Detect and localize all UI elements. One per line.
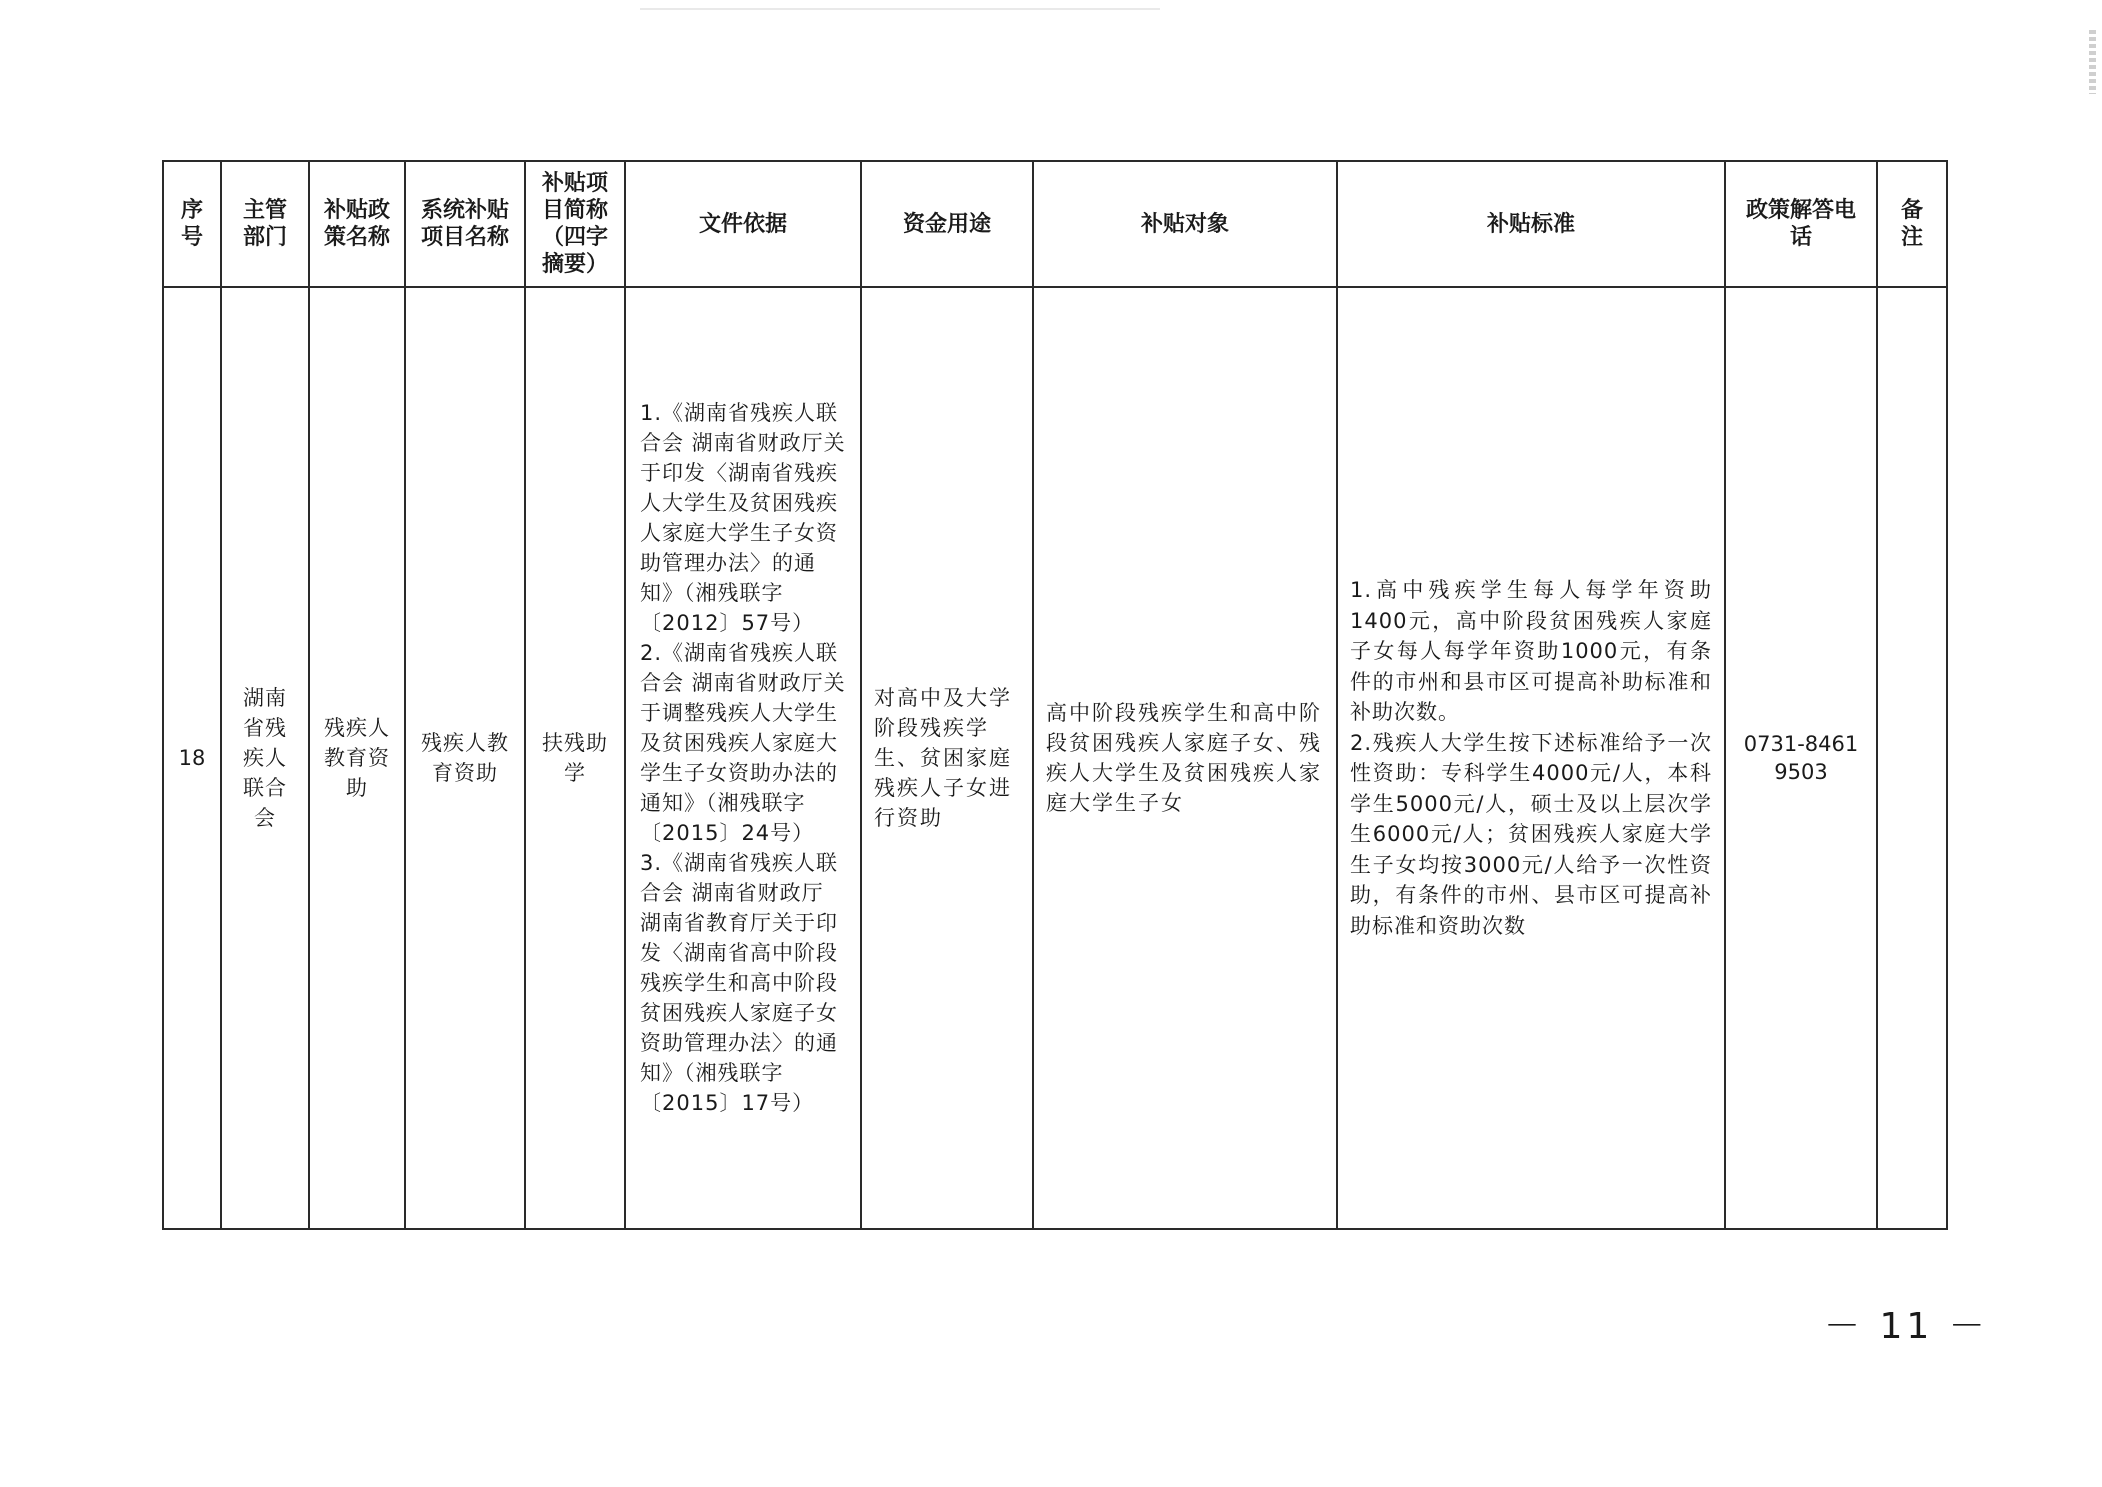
header-usage: 资金用途 [861,161,1033,287]
header-short-name: 补贴项目简称（四字摘要） [525,161,625,287]
standard-item-1: 1.高中残疾学生每人每学年资助1400元，高中阶段贫困残疾人家庭子女每人每学年资助1000元，有条件的市州和县市区可提高补助标准和补助次数。 [1350,578,1712,724]
row-basis [625,287,861,1229]
page-number: － 11 － [1824,1306,1989,1347]
row-policy-name: 残疾人教育资助 [309,287,405,1229]
row-dept: 湖南省残疾人联合会 [221,287,309,1229]
header-basis: 文件依据 [625,161,861,287]
header-dept: 主管部门 [221,161,309,287]
row-target: 高中阶段残疾学生和高中阶段贫困残疾人家庭子女、残疾人大学生及贫困残疾人家庭大学生子女 [1033,287,1337,1229]
row-remark [1877,287,1947,1229]
header-remark: 备注 [1877,161,1947,287]
row-seq: 18 [163,287,221,1229]
binding-mark [2089,30,2096,94]
header-phone: 政策解答电话 [1725,161,1877,287]
header-system-item: 系统补贴项目名称 [405,161,525,287]
row-short-name: 扶残助学 [525,287,625,1229]
table-row [163,287,1947,1229]
standard-item-2: 2.残疾人大学生按下述标准给予一次性资助：专科学生4000元/人，本科学生5000元/人，硕士及以上层次学生6000元/人；贫困残疾人家庭大学生子女均按3000元/人给予一次性资助，有条件的市州、县市区可提高补助标准和资助次数 [1350,730,1712,938]
basis-item-2: 2.《湖南省残疾人联合会 湖南省财政厅关于调整残疾人大学生及贫困残疾人家庭大学生子女资助办法的通知》（湘残联字〔2015〕24号） [640,641,846,845]
row-standard [1337,287,1725,1229]
header-seq: 序号 [163,161,221,287]
basis-item-1: 1.《湖南省残疾人联合会 湖南省财政厅关于印发〈湖南省残疾人大学生及贫困残疾人家庭大学生子女资助管理办法〉的通知》（湘残联字〔2012〕57号） [640,401,846,635]
basis-item-3: 3.《湖南省残疾人联合会 湖南省财政厅 湖南省教育厅关于印发〈湖南省高中阶段残疾学生和高中阶段贫困残疾人家庭子女资助管理办法〉的通知》（湘残联字〔2015〕17号） [640,851,839,1115]
phone-line-1: 0731-8461 [1743,732,1859,756]
subsidy-policy-table [162,160,1948,1230]
header-row [163,161,1947,287]
row-phone [1725,287,1877,1229]
scan-edge-line [640,8,1160,10]
row-system-item: 残疾人教育资助 [405,287,525,1229]
header-policy-name: 补贴政策名称 [309,161,405,287]
header-target: 补贴对象 [1033,161,1337,287]
row-usage: 对高中及大学阶段残疾学生、贫困家庭残疾人子女进行资助 [861,287,1033,1229]
phone-line-2: 9503 [1774,760,1828,784]
header-standard: 补贴标准 [1337,161,1725,287]
